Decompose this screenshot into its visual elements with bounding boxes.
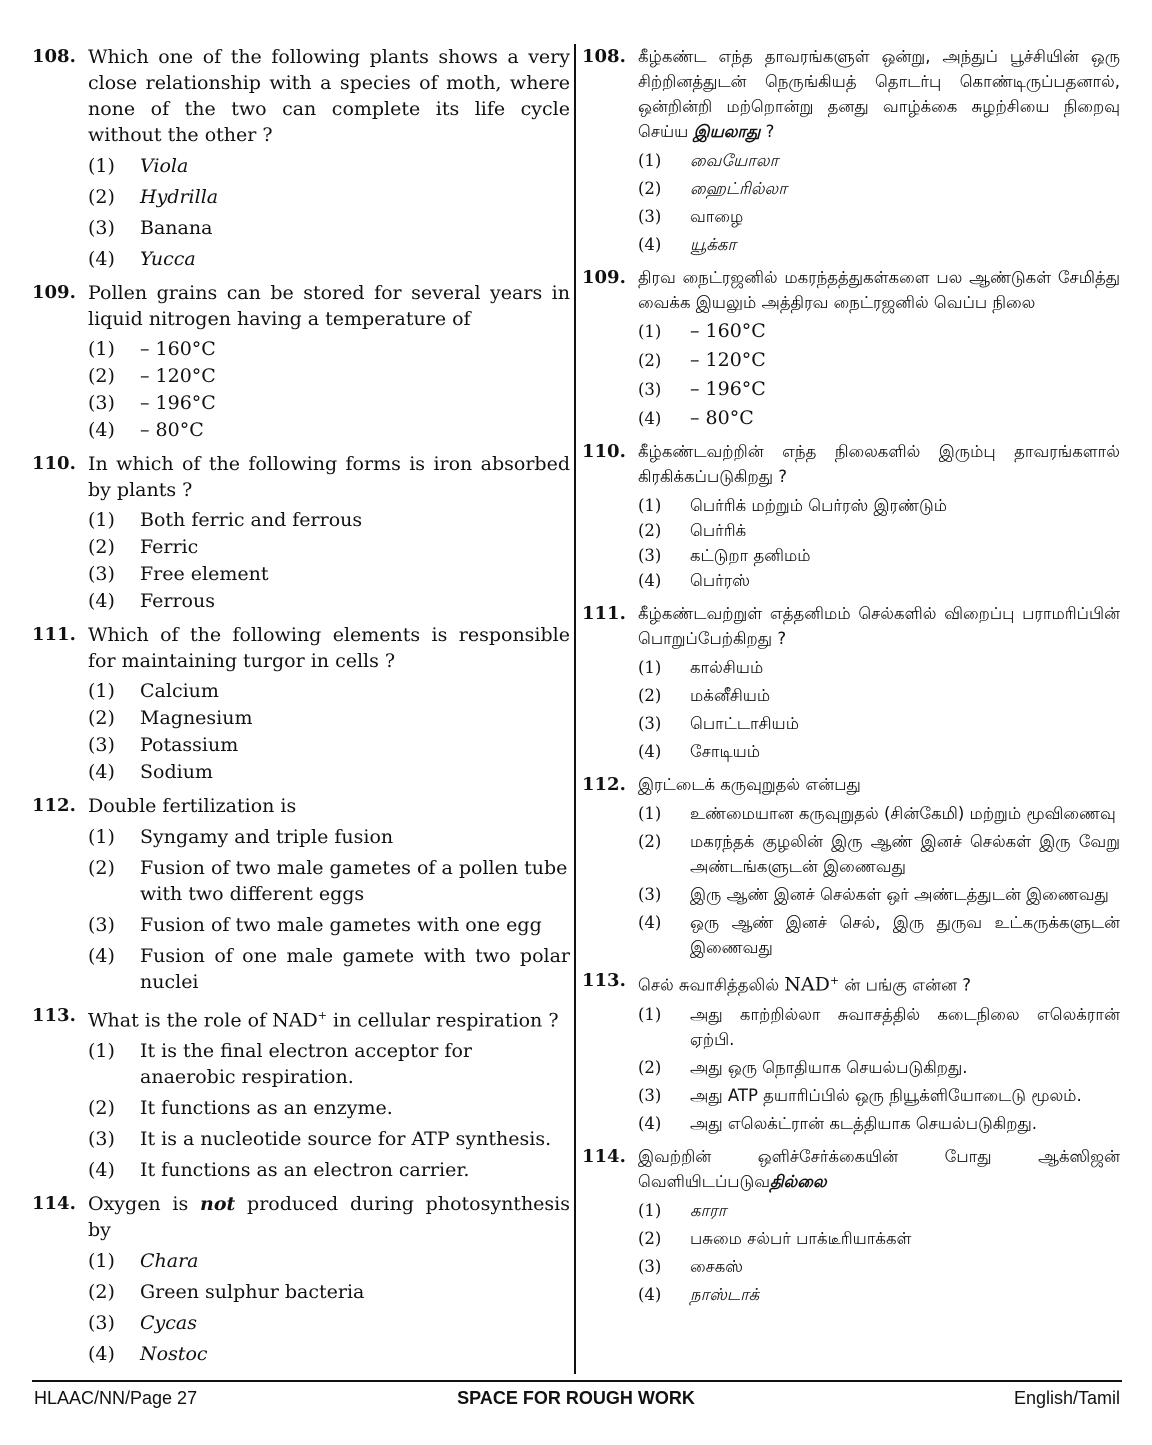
question-text: இவற்றின் ஒளிச்சேர்க்கையின் போது ஆக்ஸிஜன் வெளியிடப்படுவதில்லை xyxy=(638,1146,1120,1191)
option-4: (4) யூக்கா xyxy=(638,235,737,254)
option-2: (2) – 120°C xyxy=(638,349,766,371)
option-3: (3) It is a nucleotide source for ATP synthesis. xyxy=(88,1128,552,1151)
option-3: (3) Fusion of two male gametes with one egg xyxy=(88,914,542,936)
option-1: (1) – 160°C xyxy=(638,320,766,342)
question-number: 112. xyxy=(582,774,626,795)
option-3: (3) வாழை xyxy=(638,207,744,226)
option-2: (2) Green sulphur bacteria xyxy=(88,1281,365,1304)
question-number: 113. xyxy=(32,1005,76,1026)
option-4: (4) Ferrous xyxy=(88,590,215,612)
option-2: (2) பெர்ரிக் xyxy=(638,521,747,540)
question-text: கீழ்கண்ட எந்த தாவரங்களுள் ஒன்று, அந்துப் பூச்சியின் ஒரு சிற்றினத்துடன் நெருங்கியத் தொடர்பு கொண்டிருப்பதனால், ஒன்றின்றி மற்றொன்று தனது வாழ்க்கை சுழற்சியை நிறைவு செய்ய இயலாது ? xyxy=(638,47,1120,141)
question-number: 110. xyxy=(582,441,626,462)
option-1: (1) Viola xyxy=(88,155,189,177)
question-113-en xyxy=(32,1003,570,1183)
question-114-en xyxy=(32,1191,570,1367)
option-1: (1) Calcium xyxy=(88,680,219,702)
option-2: (2) மகரந்தக் குழலின் இரு ஆண் இனச் செல்கள் இரு வேறு அண்டங்களுடன் இணைவது xyxy=(638,832,1120,876)
footer-rule xyxy=(32,1380,1122,1382)
option-2: (2) ஹைட்ரில்லா xyxy=(638,179,787,198)
option-3: (3) Potassium xyxy=(88,734,239,756)
question-number: 114. xyxy=(32,1193,76,1215)
option-2: (2) It functions as an enzyme. xyxy=(88,1097,393,1120)
option-3: (3) – 196°C xyxy=(88,392,216,414)
option-1: (1) கால்சியம் xyxy=(638,658,764,677)
question-text: Oxygen is not produced during photosynthesis by xyxy=(88,1193,570,1242)
option-4: (4) – 80°C xyxy=(638,407,754,429)
question-text: What is the role of NAD+ in cellular respiration ? xyxy=(88,1009,559,1032)
option-2: (2) Hydrilla xyxy=(88,186,219,208)
option-3: (3) சைகஸ் xyxy=(638,1256,744,1276)
question-text: Double fertilization is xyxy=(88,795,297,817)
option-3: (3) இரு ஆண் இனச் செல்கள் ஒர் அண்டத்துடன் இணைவது xyxy=(638,885,1109,904)
question-109-en xyxy=(32,280,570,443)
question-number: 111. xyxy=(582,603,626,624)
option-1: (1) Both ferric and ferrous xyxy=(88,509,363,531)
language-label: English/Tamil xyxy=(1013,1388,1120,1408)
option-4: (4) – 80°C xyxy=(88,419,204,441)
tamil-column xyxy=(582,44,1120,1315)
question-text: Which one of the following plants shows a very close relationship with a species of moth, where none of the two can complete its life cycle without the other ? xyxy=(88,46,570,146)
option-1: (1) வையோலா xyxy=(638,151,779,170)
question-text: Pollen grains can be stored for several years in liquid nitrogen having a temperature of xyxy=(88,282,570,330)
question-number: 108. xyxy=(582,46,626,67)
question-text: கீழ்கண்டவற்றுள் எத்தனிமம் செல்களில் விறைப்பு பராமரிப்பின் பொறுப்பேற்கிறது ? xyxy=(638,604,1120,648)
option-2: (2) மக்னீசியம் xyxy=(638,686,771,705)
option-1: (1) Chara xyxy=(88,1250,199,1273)
option-4: (4) It functions as an electron carrier. xyxy=(88,1159,470,1182)
question-114-ta xyxy=(582,1144,1120,1307)
option-4: (4) சோடியம் xyxy=(638,742,761,761)
option-4: (4) நாஸ்டாக் xyxy=(638,1284,760,1304)
option-1: (1) உண்மையான கருவுறுதல் (சின்கேமி) மற்றும் மூவிணைவு xyxy=(638,804,1116,823)
option-4: (4) Nostoc xyxy=(88,1343,208,1366)
option-2: (2) Ferric xyxy=(88,536,199,558)
question-number: 112. xyxy=(32,795,76,816)
question-number: 114. xyxy=(582,1145,626,1167)
option-3: (3) Free element xyxy=(88,563,269,585)
option-2: (2) அது ஒரு நொதியாக செயல்படுகிறது. xyxy=(638,1057,968,1077)
question-108-en xyxy=(32,44,570,272)
option-4: (4) பெர்ரஸ் xyxy=(638,571,750,590)
question-113-ta xyxy=(582,968,1120,1136)
question-number: 111. xyxy=(32,624,76,645)
option-1: (1) It is the final electron acceptor for anaerobic respiration. xyxy=(88,1040,472,1089)
question-112-en xyxy=(32,793,570,995)
english-column xyxy=(32,44,570,1375)
option-4: (4) ஒரு ஆண் இனச் செல், இரு துருவ உட்கருக்களுடன் இணைவது xyxy=(638,913,1120,957)
option-2: (2) Fusion of two male gametes of a pollen tube with two different eggs xyxy=(88,857,568,905)
question-text: இரட்டைக் கருவுறுதல் என்பது xyxy=(638,775,861,794)
option-3: (3) Cycas xyxy=(88,1312,197,1335)
rough-work-label: SPACE FOR ROUGH WORK xyxy=(457,1388,695,1408)
question-110-ta xyxy=(582,439,1120,593)
question-text: திரவ நைட்ரஜனில் மகரந்தத்துகள்களை பல ஆண்டுகள் சேமித்து வைக்க இயலும் அத்திரவ நைட்ரஜனில் வெப்ப நிலை xyxy=(638,268,1120,312)
option-4: (4) Fusion of one male gamete with two polar nuclei xyxy=(88,945,570,993)
question-number: 108. xyxy=(32,46,76,67)
option-1: (1) Syngamy and triple fusion xyxy=(88,826,394,848)
question-112-ta xyxy=(582,772,1120,960)
option-2: (2) பசுமை சல்பர் பாக்டீரியாக்கள் xyxy=(638,1228,912,1248)
question-number: 110. xyxy=(32,453,76,474)
option-4: (4) Yucca xyxy=(88,248,196,270)
question-text: Which of the following elements is responsible for maintaining turgor in cells ? xyxy=(88,624,570,672)
question-111-en xyxy=(32,622,570,785)
option-3: (3) அது ATP தயாரிப்பில் ஒரு நியூக்ளியோடைடு மூலம். xyxy=(638,1085,1082,1105)
option-2: (2) – 120°C xyxy=(88,365,216,387)
option-1: (1) பெர்ரிக் மற்றும் பெர்ரஸ் இரண்டும் xyxy=(638,496,948,515)
question-number: 109. xyxy=(32,282,76,303)
option-3: (3) கட்டுறா தனிமம் xyxy=(638,546,811,565)
option-3: (3) பொட்டாசியம் xyxy=(638,714,799,733)
question-number: 113. xyxy=(582,970,626,991)
question-108-ta xyxy=(582,44,1120,257)
option-1: (1) – 160°C xyxy=(88,338,216,360)
question-109-ta xyxy=(582,265,1120,431)
option-3: (3) Banana xyxy=(88,217,213,239)
question-text: செல் சுவாசித்தலில் NAD+ ன் பங்கு என்ன ? xyxy=(638,973,971,996)
column-divider xyxy=(574,44,576,1374)
page-code: HLAAC/NN/Page 27 xyxy=(34,1388,198,1408)
option-1: (1) அது காற்றில்லா சுவாசத்தில் கடைநிலை எலெக்ரான் ஏற்பி. xyxy=(638,1004,1120,1049)
question-text: In which of the following forms is iron absorbed by plants ? xyxy=(88,453,570,501)
option-4: (4) அது எலெக்ட்ரான் கடத்தியாக செயல்படுகிறது. xyxy=(638,1113,1038,1133)
option-3: (3) – 196°C xyxy=(638,378,766,400)
question-number: 109. xyxy=(582,267,626,288)
question-111-ta xyxy=(582,601,1120,764)
question-text: கீழ்கண்டவற்றின் எந்த நிலைகளில் இரும்பு தாவரங்களால் கிரகிக்கப்படுகிறது ? xyxy=(638,442,1120,486)
option-2: (2) Magnesium xyxy=(88,707,253,729)
question-110-en xyxy=(32,451,570,614)
option-4: (4) Sodium xyxy=(88,761,213,783)
option-1: (1) காரா xyxy=(638,1200,727,1220)
